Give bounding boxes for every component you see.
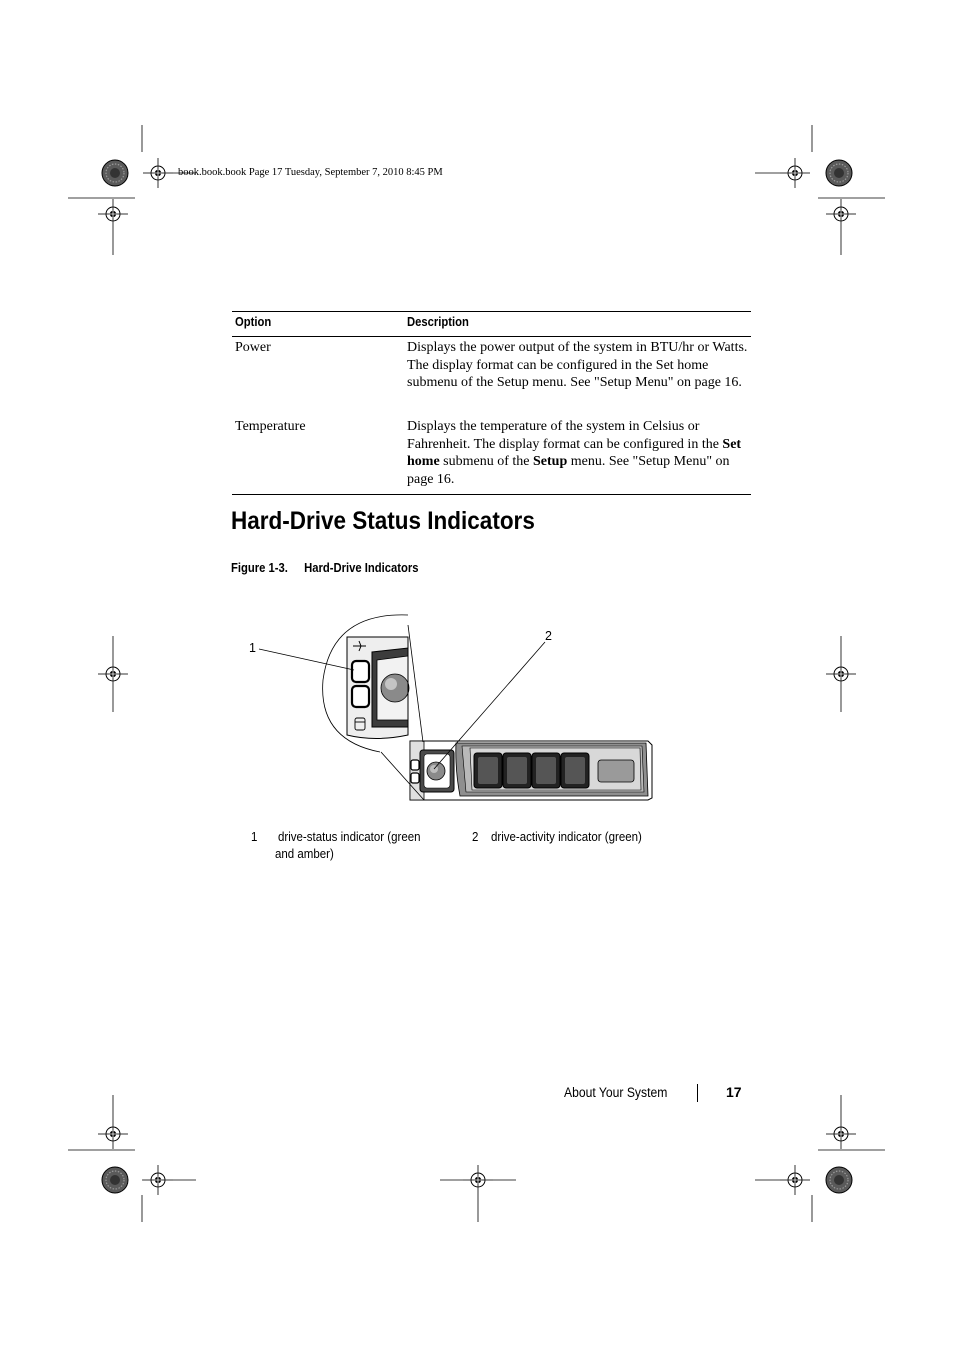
menu-name-bold: Setup <box>533 454 568 470</box>
description-text: Displays the temperature of the system in Celsius or Fahrenheit. The display format can be configured in the <box>407 419 723 452</box>
description-text: menu. See "Setup Menu" on page 16. <box>407 454 730 488</box>
legend-text-1-line1: drive-status indicator (green <box>278 830 421 844</box>
option-cell: Temperature <box>235 419 306 434</box>
magnified-inset <box>322 615 424 800</box>
carrier-vents <box>474 753 589 788</box>
footer-section-name: About Your System <box>564 1085 668 1100</box>
footer-separator <box>697 1084 698 1102</box>
description-text: Displays the power output of the system in BTU/hr or Watts. The display format can be configured in the Set home submenu of the Setup menu. See "Setup Menu" on page 16. <box>407 340 748 391</box>
drive-carrier <box>410 741 652 800</box>
legend-number-1: 1 <box>251 830 258 844</box>
description-text: submenu of the <box>439 454 533 470</box>
option-cell: Power <box>235 340 271 355</box>
callout-number-2: 2 <box>545 629 552 643</box>
legend-number-2: 2 <box>472 830 479 844</box>
drive-status-indicator <box>411 760 419 770</box>
callout-number-1: 1 <box>249 641 256 655</box>
page-number: 17 <box>726 1084 742 1100</box>
figure-label: Figure 1-3. <box>231 561 288 575</box>
column-header-description: Description <box>407 315 469 329</box>
legend-text-2: drive-activity indicator (green) <box>491 830 642 844</box>
print-stamp: book.book.book Page 17 Tuesday, September 7, 2010 8:45 PM <box>178 167 443 178</box>
figure-title: Hard-Drive Indicators <box>304 561 419 575</box>
column-header-option: Option <box>235 315 272 329</box>
menu-name-bold: Set home <box>407 436 742 470</box>
section-heading: Hard-Drive Status Indicators <box>231 507 535 535</box>
release-latch <box>598 760 634 782</box>
legend-text-1 <box>278 829 421 846</box>
legend-text-1-line2: and amber) <box>275 847 334 861</box>
